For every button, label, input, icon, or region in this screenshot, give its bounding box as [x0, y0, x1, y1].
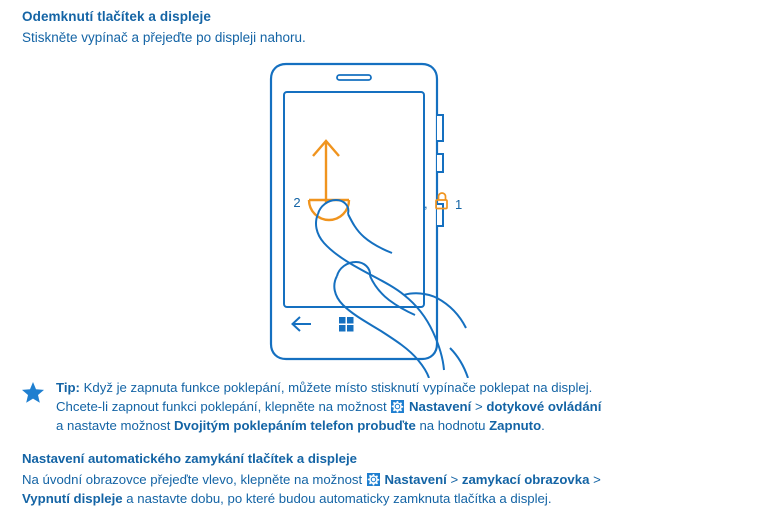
callout-1-label: 1 [455, 197, 463, 212]
tip-bold-on: Zapnuto [489, 418, 542, 433]
gear-icon [367, 472, 380, 485]
bottom-section [22, 450, 752, 508]
svg-text:,: , [424, 196, 428, 211]
bottom-line1-end: > [589, 472, 601, 487]
tip-label: Tip: [56, 380, 80, 395]
tip-line2-pre: Chcete-li zapnout funkci poklepání, klepněte na možnost [56, 399, 391, 414]
bottom-line1-pre: Na úvodní obrazovce přejeďte vlevo, klepněte na možnost [22, 472, 366, 487]
bottom-bold-lockscreen: zamykací obrazovka [461, 472, 590, 487]
tip-line3-end: . [541, 418, 545, 433]
callout-2-label: 2 [293, 195, 301, 210]
phone-illustration [271, 64, 443, 359]
star-icon [22, 378, 56, 408]
bottom-line1-mid: > [446, 472, 462, 487]
tip-line2-mid: > [471, 399, 487, 414]
tip-text [56, 378, 601, 435]
bottom-text [22, 470, 752, 508]
tip-line1: Když je zapnuta funkce poklepání, můžete místo stisknutí vypínače poklepat na displej. [79, 380, 593, 395]
bottom-bold-settings: Nastavení [384, 472, 447, 487]
top-section [22, 8, 742, 47]
tip-bold-doubletap: Dvojitým poklepáním telefon probuďte [174, 418, 416, 433]
illustration [0, 48, 772, 378]
page-title: Odemknutí tlačítek a displeje [22, 9, 211, 24]
tip-line3-mid: na hodnotu [415, 418, 490, 433]
bottom-bold-screentimeout: Vypnutí displeje [22, 491, 123, 506]
bottom-heading: Nastavení automatického zamykání tlačítek a displeje [22, 451, 357, 466]
tip-block [22, 378, 752, 435]
tip-bold-settings: Nastavení [408, 399, 472, 414]
gear-icon [391, 399, 404, 412]
tip-line3-pre: a nastavte možnost [56, 418, 175, 433]
bottom-line2-rest: a nastavte dobu, po které budou automaticky zamknuta tlačítka a displej. [122, 491, 552, 506]
tip-bold-touch: dotykové ovládání [486, 399, 602, 414]
page-subtitle: Stiskněte vypínač a přejeďte po displeji nahoru. [22, 30, 306, 45]
